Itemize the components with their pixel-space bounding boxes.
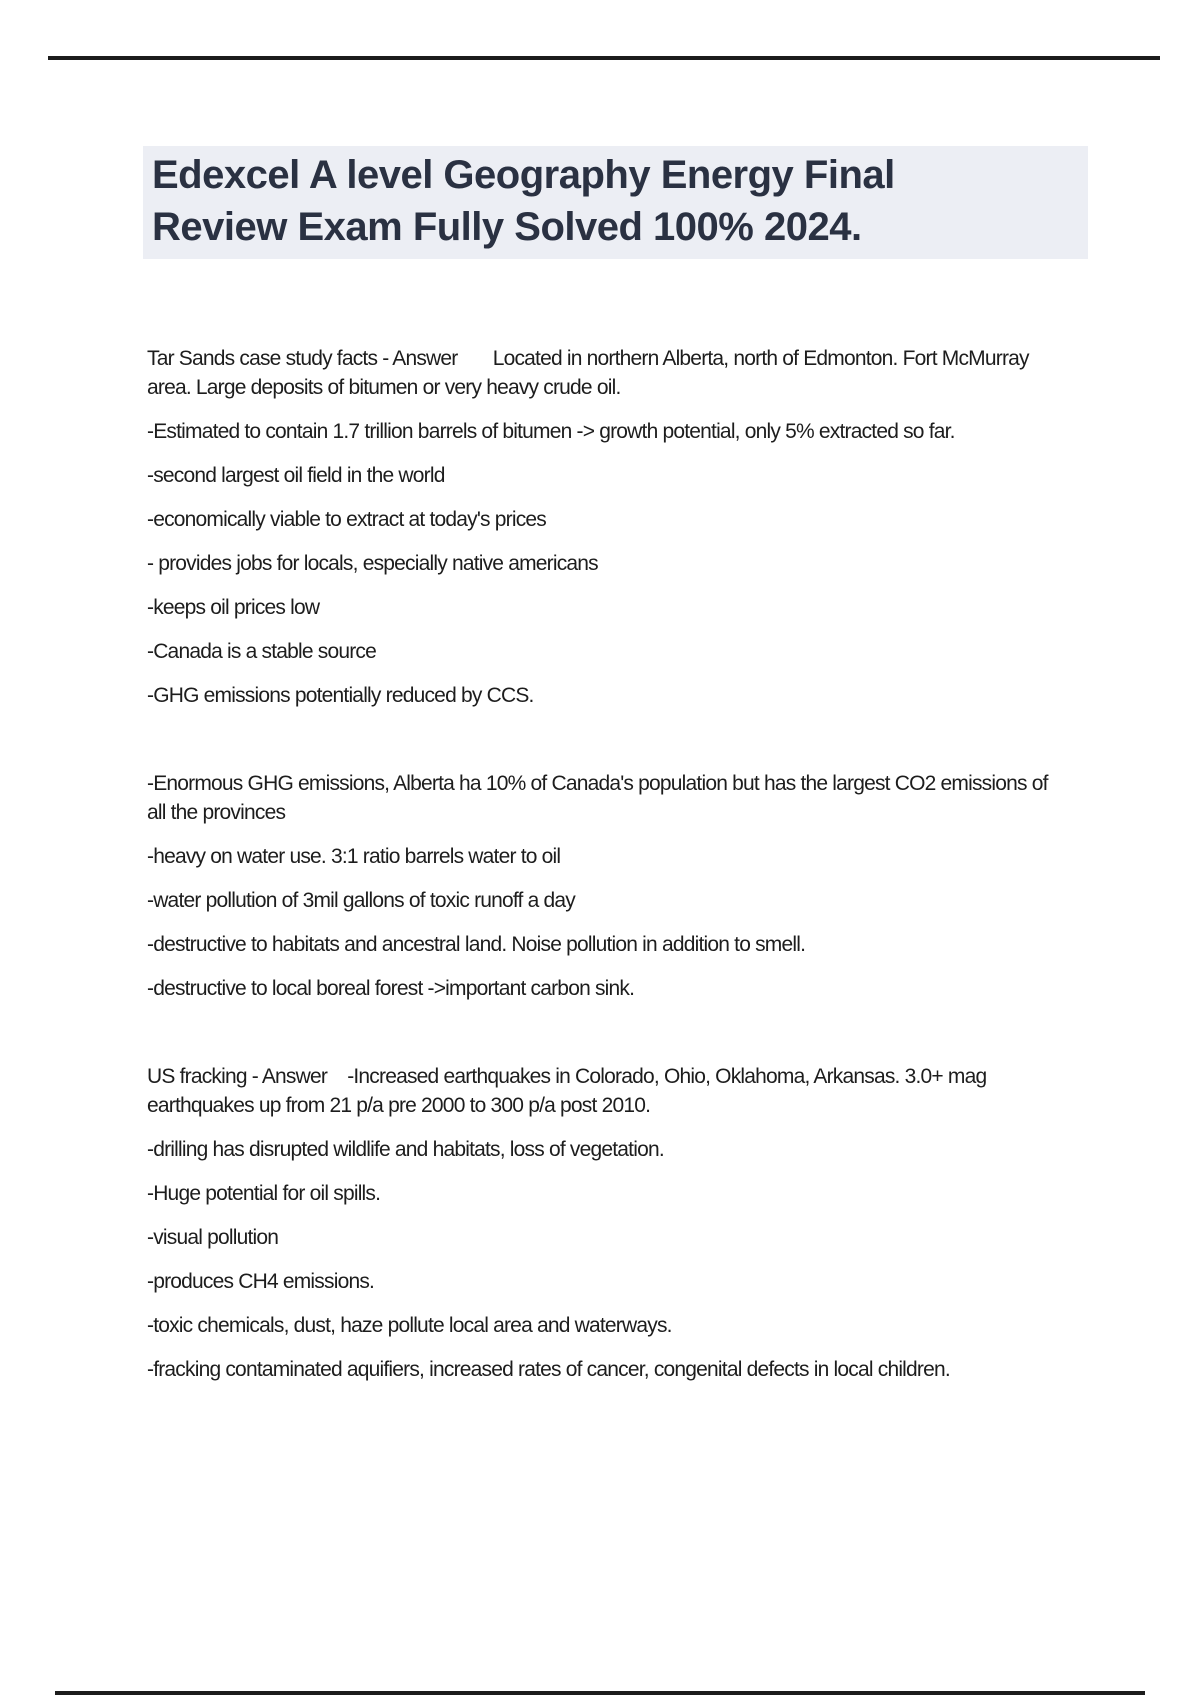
paragraph — [147, 769, 1107, 827]
paragraph-line: -visual pollution — [147, 1226, 279, 1249]
paragraph-line: -destructive to local boreal forest ->important carbon sink. — [147, 977, 635, 1000]
paragraph-line: -destructive to habitats and ancestral land. Noise pollution in addition to smell. — [147, 933, 806, 956]
paragraph-line: US fracking - Answer -Increased earthquakes in Colorado, Ohio, Oklahoma, Arkansas. 3.0+ mag — [147, 1065, 987, 1088]
paragraph-line: -water pollution of 3mil gallons of toxic runoff a day — [147, 889, 575, 912]
paragraph — [147, 974, 1107, 1003]
paragraph — [147, 593, 1107, 622]
document-body — [147, 344, 1107, 1399]
paragraph-line: -Huge potential for oil spills. — [147, 1182, 381, 1205]
paragraph-line: -drilling has disrupted wildlife and habitats, loss of vegetation. — [147, 1138, 664, 1161]
paragraph-line: -produces CH4 emissions. — [147, 1270, 375, 1293]
paragraph — [147, 1223, 1107, 1252]
paragraph — [147, 549, 1107, 578]
paragraph-line: -keeps oil prices low — [147, 596, 320, 619]
paragraph — [147, 1062, 1107, 1120]
paragraph-line: -toxic chemicals, dust, haze pollute local area and waterways. — [147, 1314, 672, 1337]
paragraph — [147, 461, 1107, 490]
paragraph-line: -fracking contaminated aquifiers, increased rates of cancer, congenital defects in local children. — [147, 1358, 950, 1381]
paragraph — [147, 886, 1107, 915]
paragraph — [147, 505, 1107, 534]
paragraph — [147, 637, 1107, 666]
paragraph-line: -second largest oil field in the world — [147, 464, 445, 487]
paragraph — [147, 1267, 1107, 1296]
paragraph — [147, 1311, 1107, 1340]
page-title-line-2: Review Exam Fully Solved 100% 2024. — [152, 205, 862, 249]
paragraph — [147, 1179, 1107, 1208]
paragraph-line: -heavy on water use. 3:1 ratio barrels water to oil — [147, 845, 561, 868]
page-title — [143, 146, 1088, 259]
paragraph-line: -Estimated to contain 1.7 trillion barrels of bitumen -> growth potential, only 5% extracted so far. — [147, 420, 955, 443]
paragraph-line: -GHG emissions potentially reduced by CCS. — [147, 684, 534, 707]
paragraph-spacer — [147, 725, 1107, 754]
paragraph — [147, 681, 1107, 710]
paragraph-line: -Canada is a stable source — [147, 640, 377, 663]
paragraph-line: all the provinces — [147, 801, 286, 824]
paragraph — [147, 1355, 1107, 1384]
bottom-rule — [55, 1691, 1145, 1695]
paragraph-spacer — [147, 1018, 1107, 1047]
paragraph-line: area. Large deposits of bitumen or very heavy crude oil. — [147, 376, 621, 399]
paragraph — [147, 842, 1107, 871]
paragraph-line: - provides jobs for locals, especially native americans — [147, 552, 598, 575]
paragraph-line: earthquakes up from 21 p/a pre 2000 to 300 p/a post 2010. — [147, 1094, 651, 1117]
paragraph — [147, 344, 1107, 402]
paragraph-line: Tar Sands case study facts - Answer Located in northern Alberta, north of Edmonton. Fort McMurray — [147, 347, 1029, 370]
paragraph-line: -economically viable to extract at today's prices — [147, 508, 547, 531]
top-rule — [48, 56, 1160, 60]
page-title-line-1: Edexcel A level Geography Energy Final — [152, 153, 895, 197]
paragraph — [147, 930, 1107, 959]
paragraph-line: -Enormous GHG emissions, Alberta ha 10% of Canada's population but has the largest CO2 emissions of — [147, 772, 1048, 795]
paragraph — [147, 417, 1107, 446]
paragraph — [147, 1135, 1107, 1164]
